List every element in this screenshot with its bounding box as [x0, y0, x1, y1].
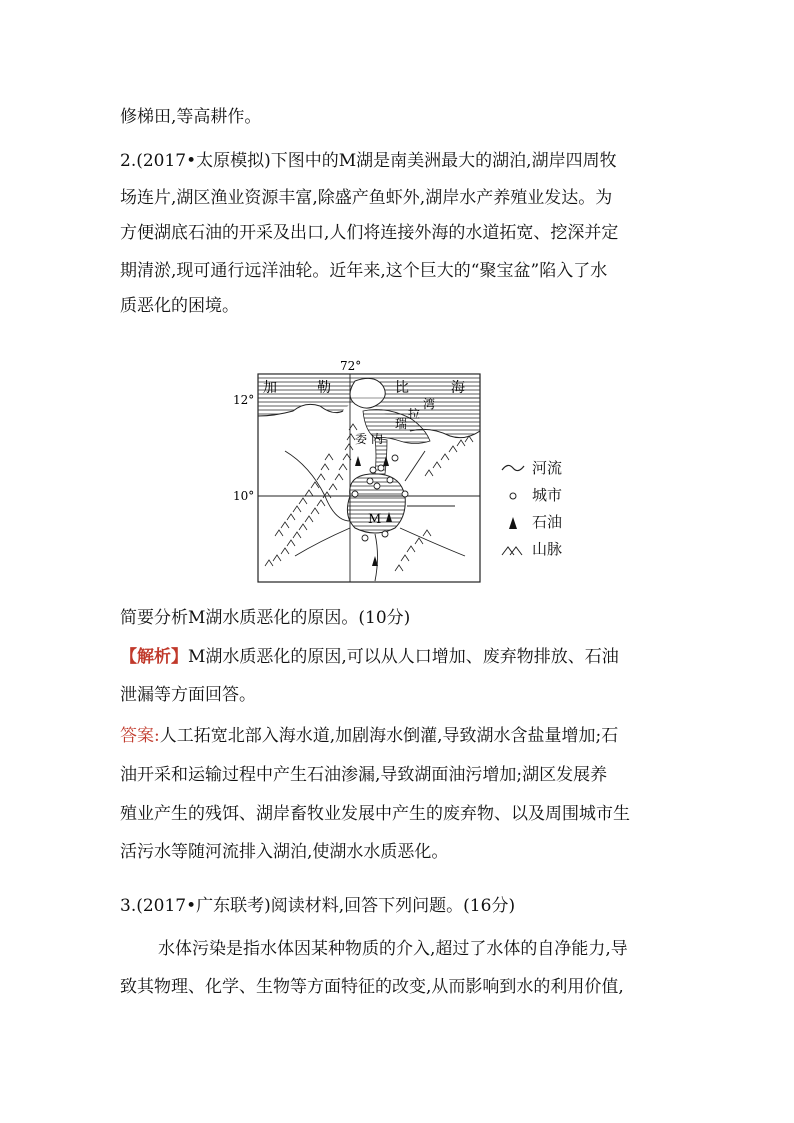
longitude-label: 72°	[340, 359, 362, 373]
question-2-line: 质恶化的困境。	[120, 296, 239, 316]
mountain-range-right	[395, 436, 473, 571]
lake-m-label: M	[368, 512, 382, 527]
city-icon	[500, 485, 526, 507]
answer-line	[120, 724, 618, 748]
answer-line: 油开采和运输过程中产生石油渗漏,导致湖面油污增加;湖区发展养	[120, 765, 608, 785]
sea-label-char: 比	[395, 380, 409, 396]
question-2-line: 期清淤,现可通行远洋油轮。近年来,这个巨大的“聚宝盆”陷入了水	[120, 261, 608, 281]
gulf-label-char: 湾	[423, 397, 436, 411]
answer-line: 活污水等随河流排入湖泊,使湖水水质恶化。	[120, 842, 449, 862]
question-2-line: 方便湖底石油的开采及出口,人们将连接外海的水道拓宽、挖深并定	[120, 223, 619, 243]
latitude-12-label: 12°	[233, 393, 255, 407]
river-icon	[500, 458, 526, 480]
answer-text: 人工拓宽北部入海水道,加剧海水倒灌,导致湖水含盐量增加;石	[159, 726, 619, 746]
question-3-line: 致其物理、化学、生物等方面特征的改变,从而影响到水的利用价值,	[120, 977, 624, 997]
question-text: 简要分析M湖水质恶化的原因。(10分)	[120, 608, 411, 628]
gulf-label-char: 拉	[408, 407, 421, 421]
legend-city: 城市	[500, 485, 620, 507]
analysis-tag: 【解析】	[120, 647, 188, 667]
sea-label-char: 海	[451, 380, 465, 396]
sea-label-char: 加	[263, 380, 277, 396]
question-2-line: 2.(2017•太原模拟)下图中的M湖是南美洲最大的湖泊,湖岸四周牧	[120, 151, 617, 171]
legend-mountain: 山脉	[500, 539, 620, 561]
mountain-icon	[500, 539, 526, 561]
latitude-10-label: 10°	[233, 489, 255, 503]
analysis-line: 泄漏等方面回答。	[120, 685, 256, 705]
analysis-text: M湖水质恶化的原因,可以从人口增加、废弃物排放、石油	[188, 647, 619, 667]
gulf-label-char: 内	[371, 432, 384, 446]
answer-tag: 答案:	[120, 726, 160, 746]
mountain-range-left	[265, 424, 357, 566]
answer-line: 殖业产生的残饵、湖岸畜牧业发展中产生的废弃物、以及周围城市生	[120, 804, 630, 824]
legend-river: 河流	[500, 458, 620, 480]
legend-oil: 石油	[500, 512, 620, 534]
question-3-line: 水体污染是指水体因某种物质的介入,超过了水体的自净能力,导	[158, 939, 628, 959]
analysis-line	[120, 645, 619, 669]
sea-label-char: 勒	[317, 380, 331, 396]
question-2-line: 场连片,湖区渔业资源丰富,除盛产鱼虾外,湖岸水产养殖业发达。为	[120, 188, 613, 208]
gulf-label-char: 委	[355, 432, 368, 446]
question-3-line: 3.(2017•广东联考)阅读材料,回答下列问题。(16分)	[120, 896, 516, 916]
gulf-label-char: 瑞	[395, 417, 408, 431]
text-line: 修梯田,等高耕作。	[120, 107, 262, 127]
oil-icon	[500, 512, 526, 534]
lake-map	[225, 356, 485, 584]
